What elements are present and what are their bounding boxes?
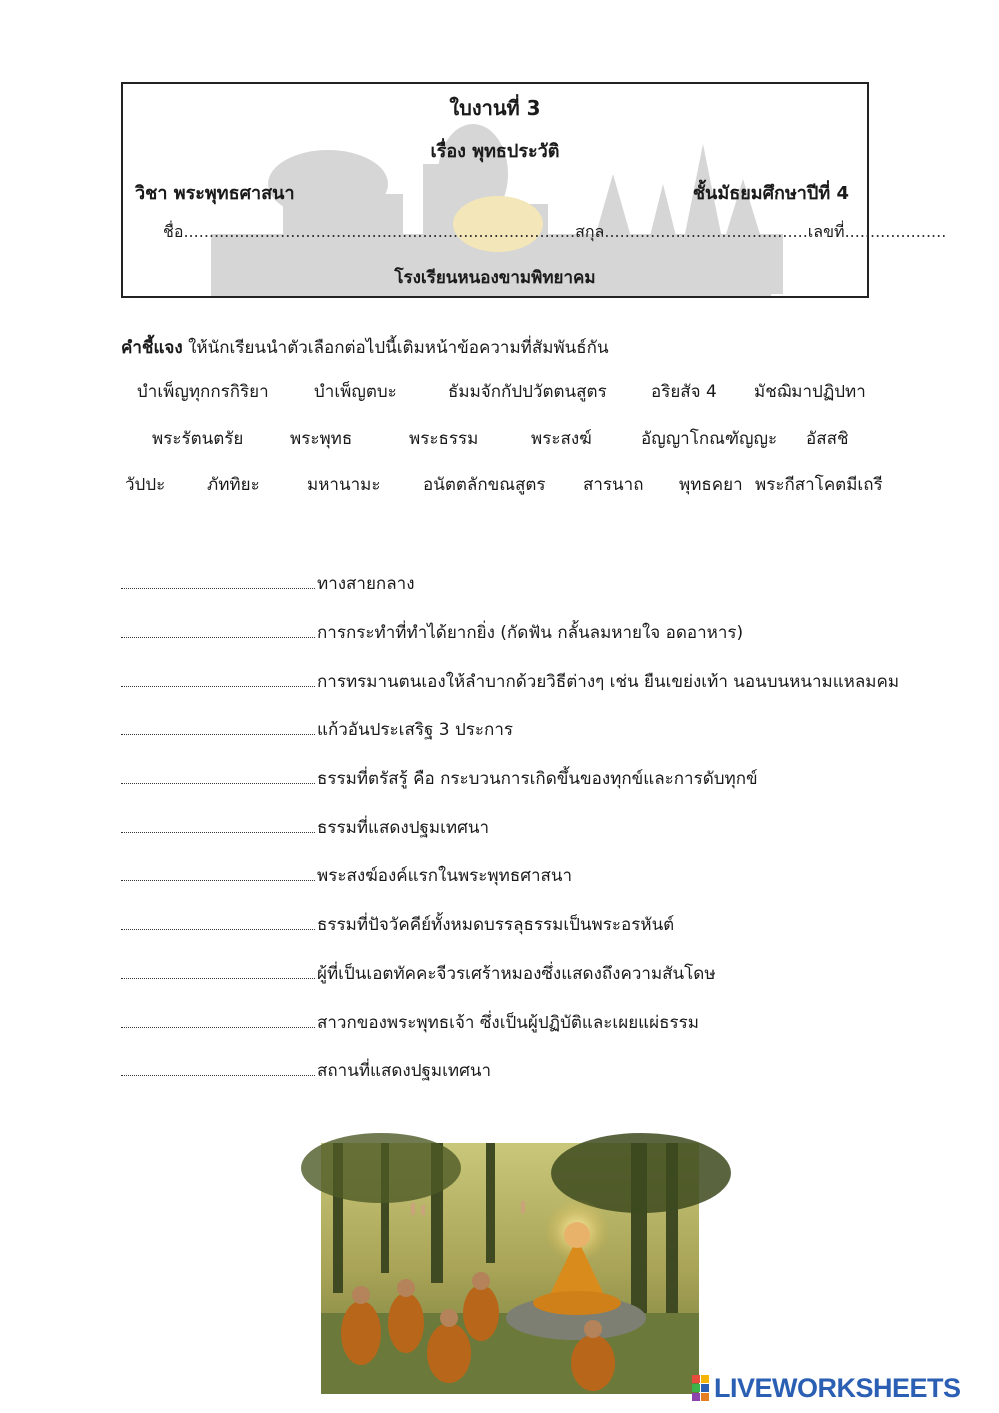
question-text: ผู้ที่เป็นเอตทัคคะจีวรเศร้าหมองซึ่งแสดงถึงความสันโดษ xyxy=(317,964,716,984)
choice-item: มหานามะ xyxy=(307,475,381,495)
name-blank[interactable]: ............................................................................. xyxy=(183,222,576,241)
worksheet-title: ใบงานที่ 3 xyxy=(449,96,541,120)
number-label: เลขที่ xyxy=(807,222,845,241)
answer-blank[interactable] xyxy=(121,674,315,687)
question-text: สถานที่แสดงปฐมเทศนา xyxy=(317,1061,492,1081)
instruction-label: คำชี้แจง xyxy=(121,338,183,358)
answer-blank[interactable] xyxy=(121,917,315,930)
question-row xyxy=(121,1009,699,1036)
question-row xyxy=(121,1057,491,1084)
student-info-row xyxy=(163,220,946,245)
answer-blank[interactable] xyxy=(121,576,315,589)
answer-blank[interactable] xyxy=(121,966,315,979)
question-text: แก้วอันประเสริฐ 3 ประการ xyxy=(317,720,514,740)
question-row xyxy=(121,960,716,987)
number-blank[interactable]: .................... xyxy=(844,222,947,241)
choice-item: สารนาถ xyxy=(583,475,644,495)
question-row xyxy=(121,814,489,841)
worksheet-topic: เรื่อง พุทธประวัติ xyxy=(430,141,560,162)
question-text: การทรมานตนเองให้ลำบากด้วยวิธีต่างๆ เช่น ยืนเขย่งเท้า นอนบนหนามแหลมคม xyxy=(317,672,900,692)
choice-item: บำเพ็ญตบะ xyxy=(314,382,397,402)
answer-blank[interactable] xyxy=(121,868,315,881)
grade-label: ชั้นมัธยมศึกษาปีที่ 4 xyxy=(692,183,849,204)
answer-blank[interactable] xyxy=(121,820,315,833)
question-row xyxy=(121,716,513,743)
question-text: ธรรมที่แสดงปฐมเทศนา xyxy=(317,818,490,838)
liveworksheets-wordmark: LIVEWORKSHEETS xyxy=(714,1372,961,1403)
choice-item: มัชฌิมาปฏิปทา xyxy=(754,382,866,402)
choice-item: พระพุทธ xyxy=(290,429,353,449)
answer-blank[interactable] xyxy=(121,625,315,638)
instruction-text: ให้นักเรียนนำตัวเลือกต่อไปนี้เติมหน้าข้อความที่สัมพันธ์กัน xyxy=(182,338,609,358)
answer-blank[interactable] xyxy=(121,722,315,735)
liveworksheets-logo xyxy=(692,1372,961,1404)
surname-label: สกุล xyxy=(575,222,605,241)
choice-item: ภัททิยะ xyxy=(207,475,260,495)
choice-item: ธัมมจักกัปปวัตตนสูตร xyxy=(448,382,607,402)
question-row xyxy=(121,862,572,889)
instruction xyxy=(121,334,609,361)
question-row xyxy=(121,619,743,646)
name-label: ชื่อ xyxy=(163,222,184,241)
surname-blank[interactable]: ........................................ xyxy=(604,222,808,241)
choice-item: บำเพ็ญทุกกรกิริยา xyxy=(137,382,269,402)
choice-item: อริยสัจ 4 xyxy=(651,382,717,402)
choice-item: พุทธคยา xyxy=(679,475,743,495)
worksheet-header xyxy=(121,82,947,298)
question-text: ธรรมที่ปัจวัคคีย์ทั้งหมดบรรลุธรรมเป็นพระอรหันต์ xyxy=(317,915,675,935)
choice-item: วัปปะ xyxy=(125,475,166,495)
choice-item: พระรัตนตรัย xyxy=(152,429,244,449)
question-text: ทางสายกลาง xyxy=(317,574,415,594)
question-row xyxy=(121,570,415,597)
question-text: พระสงฆ์องค์แรกในพระพุทธศาสนา xyxy=(317,866,573,886)
subject-label: วิชา พระพุทธศาสนา xyxy=(135,183,295,204)
school-name: โรงเรียนหนองขามพิทยาคม xyxy=(394,268,596,288)
choice-item: พระสงฆ์ xyxy=(531,429,592,449)
question-row xyxy=(121,765,758,792)
choice-item: อนัตตลักขณสูตร xyxy=(423,475,546,495)
choice-item: พระธรรม xyxy=(409,429,479,449)
liveworksheets-mark-icon xyxy=(692,1375,710,1401)
choice-item: พระกีสาโคตมีเถรี xyxy=(755,475,883,495)
question-row xyxy=(121,668,899,695)
buddha-first-sermon-illustration xyxy=(321,1143,699,1394)
answer-blank[interactable] xyxy=(121,1015,315,1028)
choice-item: อัญญาโกณฑัญญะ xyxy=(641,429,778,449)
choice-item: อัสสชิ xyxy=(806,429,849,449)
question-row xyxy=(121,911,674,938)
question-text: การกระทำที่ทำได้ยากยิ่ง (กัดฟัน กลั้นลมหายใจ อดอาหาร) xyxy=(317,623,744,643)
answer-blank[interactable] xyxy=(121,771,315,784)
question-text: สาวกของพระพุทธเจ้า ซึ่งเป็นผู้ปฏิบัติและเผยแผ่ธรรม xyxy=(317,1013,699,1033)
answer-blank[interactable] xyxy=(121,1063,315,1076)
question-text: ธรรมที่ตรัสรู้ คือ กระบวนการเกิดขึ้นของทุกข์และการดับทุกข์ xyxy=(317,769,758,789)
